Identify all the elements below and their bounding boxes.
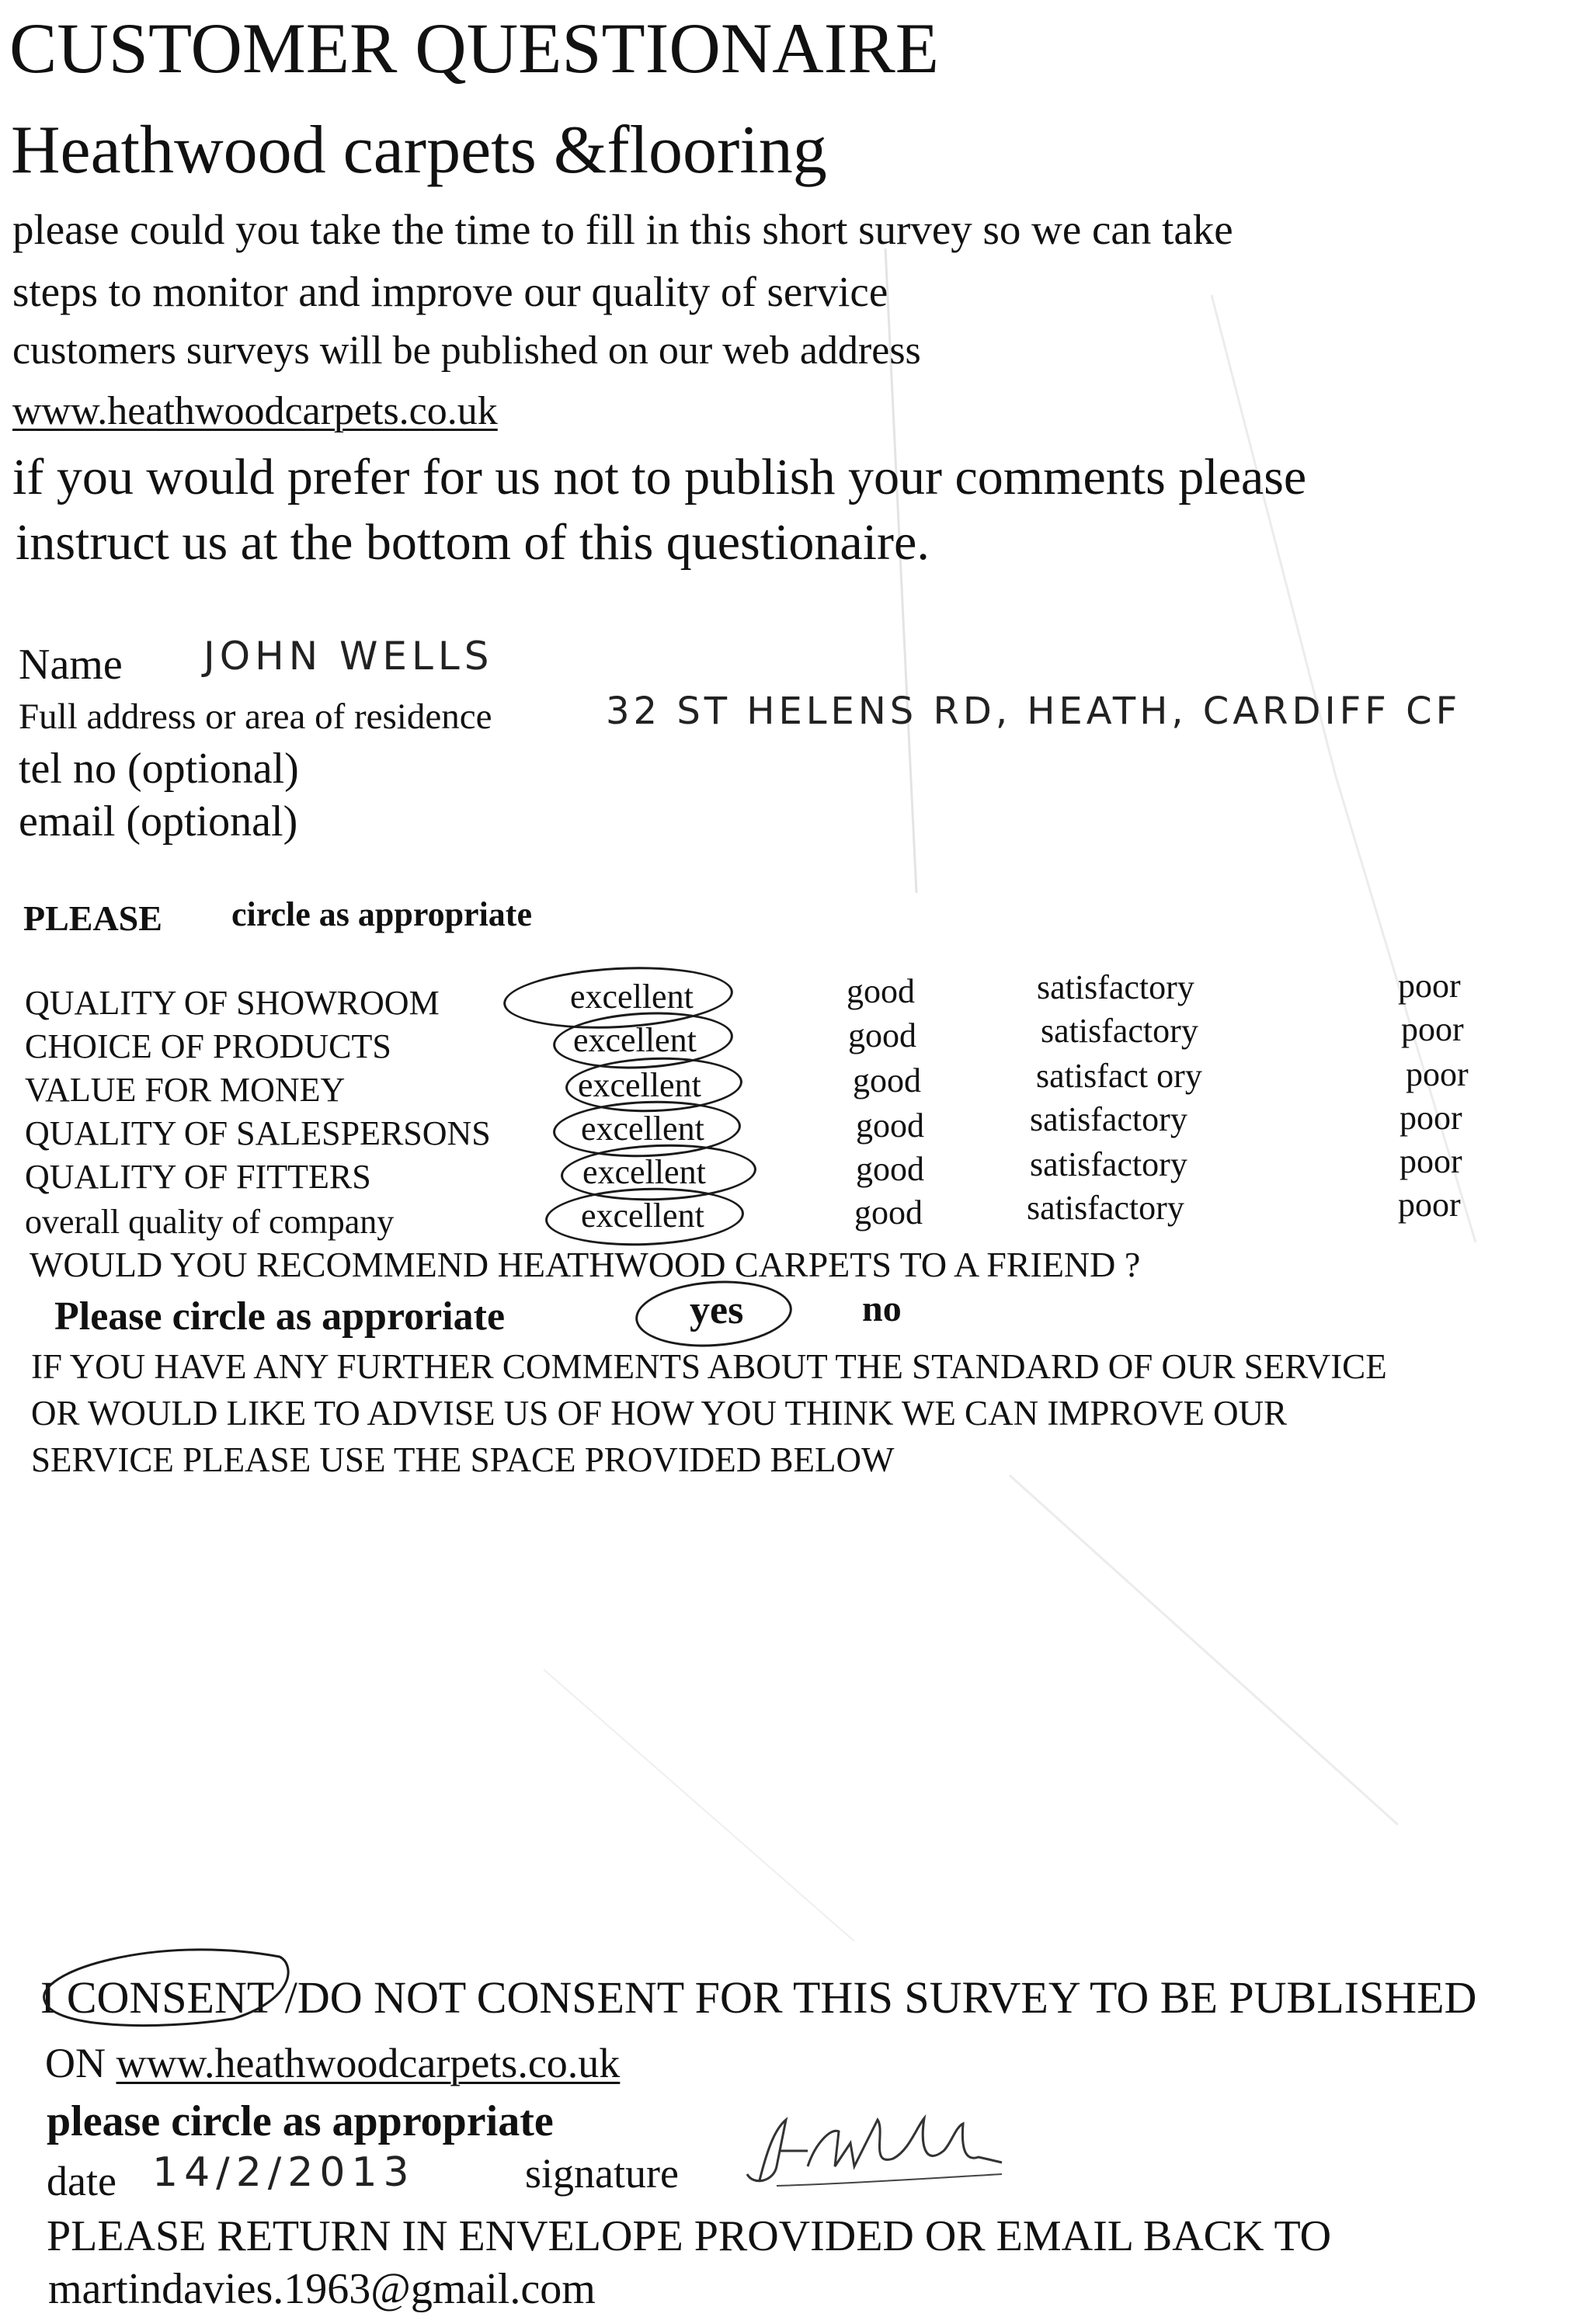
- please-label: PLEASE: [23, 898, 162, 938]
- circle-instruction: circle as appropriate: [231, 895, 532, 933]
- recommend-yes[interactable]: yes: [690, 1288, 744, 1332]
- rating-option-excellent[interactable]: excellent: [578, 1066, 701, 1104]
- rating-option-poor[interactable]: poor: [1406, 1055, 1469, 1093]
- date-label: date: [47, 2158, 116, 2204]
- website-link[interactable]: www.heathwoodcarpets.co.uk: [12, 389, 498, 433]
- rating-option-good[interactable]: good: [856, 1150, 924, 1188]
- consent-option-rest[interactable]: /DO NOT CONSENT FOR THIS SURVEY TO BE PUBLISHED: [273, 1972, 1477, 2023]
- rating-option-satisfactory[interactable]: satisfactory: [1041, 1012, 1198, 1050]
- email-label: email (optional): [19, 797, 298, 846]
- date-value[interactable]: 14/2/2013: [152, 2149, 416, 2196]
- rating-option-excellent[interactable]: excellent: [582, 1153, 706, 1191]
- rating-option-poor[interactable]: poor: [1400, 1099, 1462, 1137]
- rating-option-good[interactable]: good: [847, 972, 915, 1010]
- publish-note-line-2: instruct us at the bottom of this questionaire.: [16, 514, 930, 571]
- rating-row-label: VALUE FOR MONEY: [25, 1071, 346, 1109]
- rating-row-label: QUALITY OF SHOWROOM: [25, 984, 440, 1022]
- comments-prompt-line-1: IF YOU HAVE ANY FURTHER COMMENTS ABOUT THE STANDARD OF OUR SERVICE: [31, 1347, 1387, 1386]
- rating-option-excellent[interactable]: excellent: [581, 1197, 704, 1235]
- return-instructions: PLEASE RETURN IN ENVELOPE PROVIDED OR EMAIL BACK TO: [47, 2212, 1332, 2260]
- rating-option-satisfactory[interactable]: satisfactory: [1027, 1189, 1184, 1227]
- intro-line-3: customers surveys will be published on our web address: [12, 328, 921, 373]
- return-email[interactable]: martindavies.1963@gmail.com: [48, 2265, 596, 2313]
- tel-label: tel no (optional): [19, 745, 299, 793]
- rating-option-excellent[interactable]: excellent: [581, 1110, 704, 1148]
- rating-option-satisfactory[interactable]: satisfact ory: [1036, 1057, 1202, 1095]
- rating-option-satisfactory[interactable]: satisfactory: [1030, 1145, 1187, 1183]
- signature-label: signature: [525, 2150, 679, 2197]
- consent-option-consent[interactable]: I CONSENT: [40, 1972, 274, 2023]
- rating-row-label: CHOICE OF PRODUCTS: [25, 1027, 391, 1065]
- address-value[interactable]: 32 ST HELENS RD, HEATH, CARDIFF CF: [606, 690, 1462, 733]
- rating-option-poor[interactable]: poor: [1400, 1142, 1462, 1180]
- rating-row-label: overall quality of company: [25, 1203, 395, 1241]
- rating-option-good[interactable]: good: [853, 1061, 921, 1099]
- rating-option-poor[interactable]: poor: [1401, 1010, 1464, 1048]
- rating-option-excellent[interactable]: excellent: [570, 978, 694, 1016]
- rating-option-good[interactable]: good: [856, 1106, 924, 1145]
- company-name: Heathwood carpets &flooring: [11, 113, 827, 188]
- comments-prompt-line-2: OR WOULD LIKE TO ADVISE US OF HOW YOU THINK WE CAN IMPROVE OUR: [31, 1394, 1288, 1433]
- rating-option-poor[interactable]: poor: [1398, 967, 1461, 1005]
- rating-option-satisfactory[interactable]: satisfactory: [1037, 968, 1194, 1006]
- intro-line-1: please could you take the time to fill in this short survey so we can take: [12, 206, 1233, 253]
- name-value[interactable]: JOHN WELLS: [203, 634, 494, 679]
- rating-option-satisfactory[interactable]: satisfactory: [1030, 1100, 1187, 1138]
- name-label: Name: [19, 641, 123, 689]
- rating-option-good[interactable]: good: [854, 1193, 923, 1231]
- address-label: Full address or area of residence: [19, 697, 492, 737]
- rating-row-label: QUALITY OF FITTERS: [25, 1158, 371, 1196]
- consent-website-link[interactable]: www.heathwoodcarpets.co.uk: [116, 2040, 621, 2086]
- recommend-question: WOULD YOU RECOMMEND HEATHWOOD CARPETS TO A FRIEND ?: [30, 1245, 1141, 1284]
- rating-row-label: QUALITY OF SALESPERSONS: [25, 1114, 491, 1152]
- rating-option-poor[interactable]: poor: [1398, 1186, 1461, 1224]
- publish-note-line-1: if you would prefer for us not to publish your comments please: [12, 449, 1307, 505]
- consent-on-label: ON: [45, 2040, 116, 2086]
- intro-line-2: steps to monitor and improve our quality of service: [12, 268, 888, 315]
- recommend-no[interactable]: no: [862, 1288, 902, 1329]
- rating-option-excellent[interactable]: excellent: [573, 1021, 697, 1059]
- form-title: CUSTOMER QUESTIONAIRE: [9, 9, 939, 88]
- comments-prompt-line-3: SERVICE PLEASE USE THE SPACE PROVIDED BELOW: [31, 1440, 895, 1479]
- consent-circle-label: please circle as appropriate: [47, 2097, 554, 2145]
- recommend-circle-label: Please circle as approriate: [54, 1294, 506, 1339]
- rating-option-good[interactable]: good: [848, 1016, 916, 1054]
